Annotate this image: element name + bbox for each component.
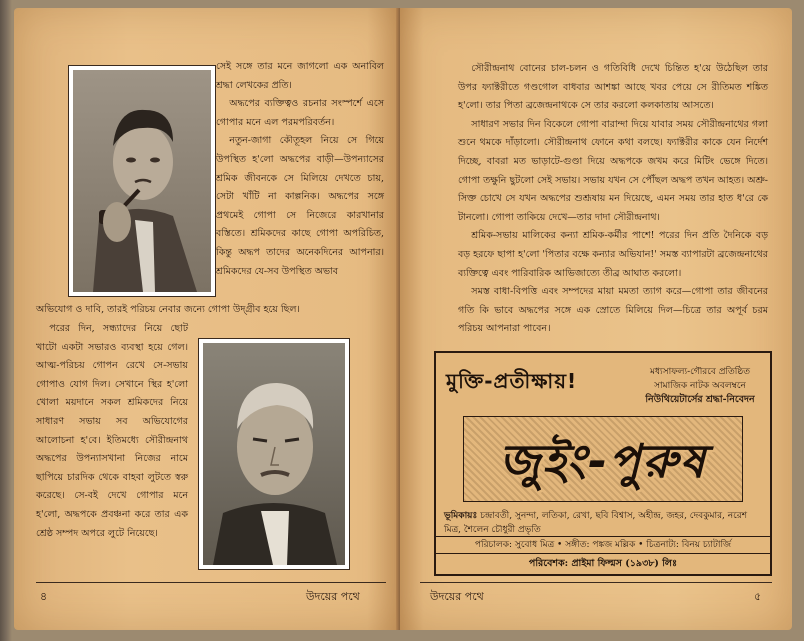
portrait-photo-older-man	[198, 338, 350, 570]
left-para-3: নতুন-জাগা কৌতূহল নিয়ে সে গিয়ে উপস্থিত হ'লো অদ্ধপের বাড়ী—উপন্যাসের শ্রমিক জীবনকে সে মিলিয়ে দেখতে চায়, সেটা খাঁটি না কাল্পনিক। অদ্ধপের সঙ্গে প্রথমেই গোপা সে নিজেরে কারখানার বস্তিতে। শ্রমিকদের কাছে গোপা অপরিচিত, কিন্তু অদ্ধপ তাদের অনেকদিনের আপনার। শ্রমিকদের যে-সব উপস্থিত অভাব	[216, 135, 384, 277]
left-para-4: পরের দিন, সন্ধ্যাদের নিয়ে ছোট খাটো একটা সভারও ব্যবস্থা হয়ে গেল। আত্ম-পরিচয় গোপন রেখে সে-সভায় গোপাও যোগ দিল। সেখানে স্থির হ'লো খোলা ময়দানে সকল শ্রমিকদের নিয়ে সাধারণ সভায় সব অভিযোগের আলোচনা হ'বে। ইতিমধ্যে সৌরীন্দ্রনাথ অদ্ধপের উপন্যাসখানা নিজের নামে ছাপিয়ে চারদিক থেকে বাহবা লুটতে স্বরু করেছে। সে-বই দেখে গোপার মনে হ'লো, অদ্ধপকে প্রবঞ্চনা করে তার এক শ্রেষ্ঠ সম্পদ অপরে লুটে নিয়েছে।	[36, 323, 188, 539]
film-advertisement	[434, 351, 772, 576]
ad-cast-label: ভূমিকায়ঃ	[444, 511, 478, 521]
film-title-logo-box	[463, 416, 743, 502]
right-para-2: সাধারণ সভার দিন বিকেলে গোপা বারান্দা দিয়ে যাবার সময় সৌরীন্দ্রনাথের গলা শুনে থমকে দাঁড়ালো। সৌরীন্দ্রনাথ ফোনে কথা বলছে। ফ্যাক্টরীর কাকে যেন নির্দেশ দিচ্ছে, বাবরা মত ভাড়াটে-গুণ্ডা দিয়ে অদ্ধপকে জখম করে মিটিং ভেঙ্গে দিতে। গোপা তক্ষুনি ছুটলো সেই সভায়। সভায় যখন সে পৌঁছল অদ্ধপ তখন আহত। অশ্রু-সিক্ত চোখে সে যখন অদ্ধপের শুশ্রূষায় মন দিয়েছে, এমন সময় তার হাত ধ'রে কে টানলো। গোপা তাকিয়ে দেখে—তার দাদা সৌরীন্দ্রনাথ।	[458, 118, 768, 223]
left-page-number: ৪	[40, 590, 48, 603]
left-para-1: সেই সঙ্গে তার মনে জাগলো এক অনাবিল শ্রদ্ধা লেখকের প্রতি।	[216, 61, 384, 91]
ad-side-line-1: মধ্যসাফল্য-গৌরবে প্রতিষ্ঠিত	[650, 367, 750, 377]
portrait-photo-man-with-pipe	[68, 65, 216, 297]
right-para-3: শ্রমিক-সভায় মালিকের কন্যা শ্রমিক-কর্মীর পাশে! পরের দিন প্রতি দৈনিকে বড় বড় হরফে ছাপা হ'লো 'পিতার বক্ষে কন্যার অভিযান!' সমস্ত ব্যাপারটা ব্রজেন্দ্রনাথের ব্যক্তিত্বে এবং পারিবারিক আভিজাত্যে তীব্র আঘাত করলো।	[458, 230, 768, 279]
ad-divider	[436, 536, 770, 537]
film-title-logo: জুইং-পুরুষ	[499, 434, 707, 488]
ad-headline: মুক্তি-প্রতীক্ষায়!	[446, 369, 578, 393]
ad-side-line-2: সামাজিক নাটক অবলম্বনে	[654, 381, 746, 391]
ad-distributor: পরিবেশক: প্রাইমা ফিল্মস (১৯৩৮) লিঃ	[436, 553, 770, 574]
ad-side-text	[634, 365, 766, 407]
right-para-4: সমস্ত বাধা-বিপত্তি এবং সম্পদের মায়া মমতা ত্যাগ করে—গোপা তার জীবনের গতি কি ভাবে অদ্ধপের সঙ্গে এক স্রোতে মিলিয়ে দিল—চিত্রে তার অপূর্ব চরম পরিচয় আপনারা পাবেন।	[458, 286, 768, 335]
left-para-2: অদ্ধপের ব্যক্তিত্বও রচনার সংস্পর্শে এসে গোপার মনে এল পরমপরিবর্তন।	[216, 98, 384, 128]
ad-credits-line: পরিচালক: সুবোধ মিত্র • সঙ্গীত: পঙ্কজ মল্লিক • চিত্রনাট্য: বিনয় চ্যাটার্জি	[474, 540, 732, 550]
right-para-1: সৌরীন্দ্রনাথ বোনের চাল-চলন ও গতিবিধি দেখে চিন্তিত হ'য়ে উঠেছিল তার উপর ফ্যাক্টরীতে গণ্ডগোল বাধবার আশঙ্কা আছে খবর পেয়ে সে রীতিমত শঙ্কিত হ'লো। তার পিতা ব্রজেন্দ্রনাথকে সে তার করলো কলকাতায় আসতে।	[458, 63, 768, 112]
left-page	[14, 8, 398, 630]
left-column-top-text	[216, 58, 384, 281]
left-full-line-text: অভিযোগ ও দাবি, তারই পরিচয় নেবার জন্যে গোপা উদ্গ্রীব হয়ে ছিল।	[36, 304, 300, 315]
left-column-bottom-text	[36, 320, 188, 543]
right-page-number: ৫	[754, 590, 762, 603]
left-running-title: উদয়ের পথে	[306, 590, 360, 603]
right-body-text	[458, 60, 768, 339]
left-full-width-line	[36, 301, 386, 320]
ad-side-line-3: নিউথিয়েটার্সের শ্রদ্ধা-নিবেদন	[645, 394, 755, 405]
right-footer-rule	[420, 582, 772, 583]
portrait-older-man-image	[203, 343, 345, 565]
left-footer-rule	[36, 582, 386, 583]
portrait-pipe-image	[73, 70, 211, 292]
right-running-title: উদয়ের পথে	[430, 590, 484, 603]
ad-cast-text: চন্দ্রাবতী, সুনন্দা, লতিকা, রেখা, ছবি বিশ্বাস, অহীন্দ্র, জহর, দেবকুমার, নরেশ মিত্র, শৈলেন চৌধুরী প্রভৃতি	[444, 511, 748, 535]
ad-cast-line	[444, 509, 762, 537]
